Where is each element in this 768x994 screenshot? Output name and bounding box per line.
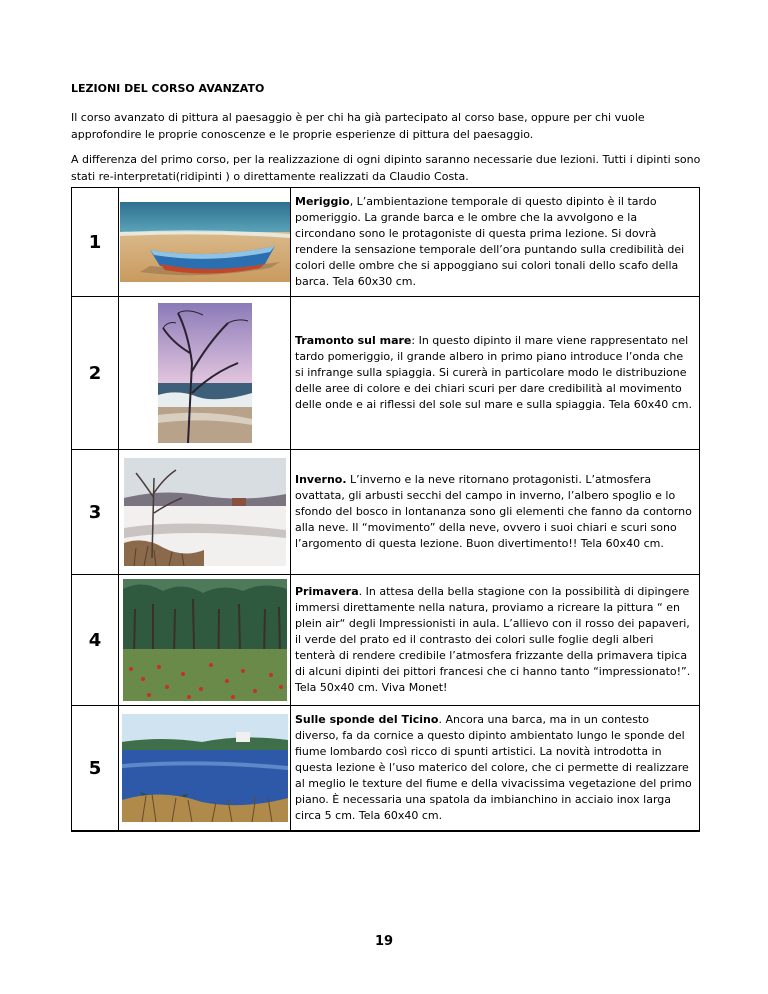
lesson-number: 5 — [72, 706, 119, 832]
painting-boat-on-beach — [120, 202, 290, 282]
lesson-title: Sulle sponde del Ticino — [295, 713, 439, 726]
lesson-description: , L’ambientazione temporale di questo dipinto è il tardo pomeriggio. La grande barca e le ombre che la avvolgono e la circondano sono le protagoniste di questa prima lezione. Si dovrà rendere la sensazione temporale dell’ora puntando sulla credibilità dei colori delle ombre che si appoggiano sui colori tonali dello scafo della barca. Tela 60x30 cm. — [295, 195, 685, 288]
lesson-row — [72, 450, 700, 575]
lesson-title: Meriggio — [295, 195, 350, 208]
lesson-number: 3 — [72, 450, 119, 575]
painting-tree-and-waves — [158, 303, 252, 443]
lesson-description: . Ancora una barca, ma in un contesto diverso, fa da cornice a questo dipinto ambientato lungo le sponde del fiume lombardo così ricco di spunti artistici. La novità introdotta in questa lezione è l’uso materico del colore, che ci permette di realizzare al meglio le texture del fiume e della vivacissima vegetazione del primo piano. È necessaria una spatola da imbianchino in acciaio inox larga circa 5 cm. Tela 60x40 cm. — [295, 713, 692, 822]
page-title: LEZIONI DEL CORSO AVANZATO — [71, 82, 265, 95]
lessons-table — [71, 187, 700, 832]
intro-paragraph: Il corso avanzato di pittura al paesaggio è per chi ha già partecipato al corso base, oppure per chi vuole approfondire le proprie conoscenze e le proprie esperienze di pittura del paesaggio. — [71, 111, 645, 141]
lesson-title: Tramonto sul mare — [295, 334, 412, 347]
lesson-row — [72, 188, 700, 297]
lesson-description: : In questo dipinto il mare viene rappresentato nel tardo pomeriggio, il grande albero in primo piano introduce l’onda che si infrange sulla spiaggia. Si curerà in particolare modo le distribuzione delle aree di colore e dei chiari scuri per dare credibilità al movimento delle onde e ai riflessi del sole sul mare e sulla spiaggia. Tela 60x40 cm. — [295, 334, 693, 411]
lesson-row — [72, 297, 700, 450]
lesson-description: L’inverno e la neve ritornano protagonisti. L’atmosfera ovattata, gli arbusti secchi del campo in inverno, l’albero spoglio e lo sfondo del bosco in lontananza sono gli elementi che fanno da contorno alla neve. Il “movimento” della neve, ovvero i suoi chiari e scuri sono l’argomento di questa lezione. Buon divertimento!! Tela 60x40 cm. — [295, 473, 692, 550]
page-number: 19 — [374, 934, 394, 949]
lesson-description: . In attesa della bella stagione con la possibilità di dipingere immersi direttamente nella natura, proviamo a ricreare la pittura “ en plein air“ degli Impressionisti in aula. L’allievo con il rosso dei papaveri, il verde del prato ed il contrasto dei colori sulle foglie degli alberi tenterà di rendere credibile l’atmosfera frizzante della primavera tipica di alcuni dipinti dei pittori francesi che ci hanno tanto “impressionato!”. Tela 50x40 cm. Viva Monet! — [295, 585, 691, 694]
lesson-number: 1 — [72, 188, 119, 297]
lesson-row — [72, 706, 700, 832]
lesson-title: Inverno. — [295, 473, 347, 486]
lesson-row — [72, 575, 700, 706]
lesson-number: 2 — [72, 297, 119, 450]
intro-paragraph-2: A differenza del primo corso, per la realizzazione di ogni dipinto saranno necessarie due lezioni. Tutti i dipinti sono stati re-interpretati(ridipinti ) o direttamente realizzati da Claudio Costa. — [71, 153, 701, 183]
painting-river-boat — [122, 714, 288, 822]
painting-poppy-field-trees — [123, 579, 287, 701]
lesson-number: 4 — [72, 575, 119, 706]
lesson-title: Primavera — [295, 585, 359, 598]
painting-snowy-field — [124, 458, 286, 566]
